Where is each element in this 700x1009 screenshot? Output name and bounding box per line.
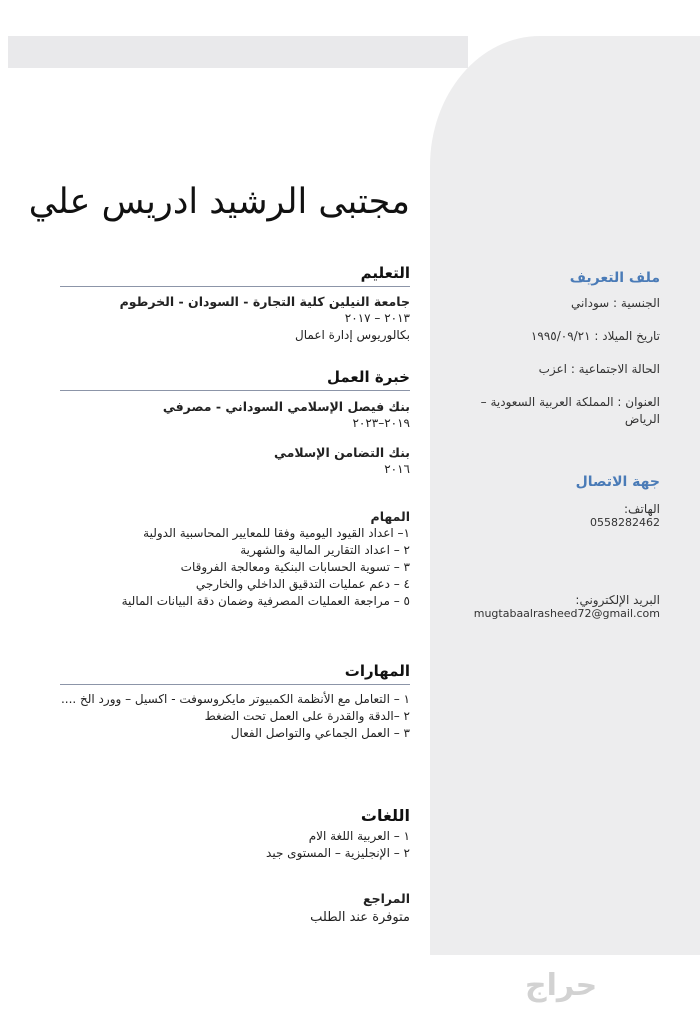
person-name: مجتبى الرشيد ادريس علي: [28, 182, 410, 222]
languages-title: اللغات: [360, 806, 410, 825]
job-years: ٢٠١٩–٢٠٢٣: [352, 416, 410, 430]
list-item: ١ – التعامل مع الأنظمة الكمبيوتر مايكروسوفت - اكسيل – وورد الخ ....: [60, 692, 410, 706]
list-item: ٣ – تسوية الحسابات البنكية ومعالجة الفروقات: [180, 560, 410, 574]
references-section: [60, 890, 410, 926]
skills-title: المهارات: [344, 662, 410, 680]
list-item: ٢ –الدقة والقدرة على العمل تحت الضغط: [204, 709, 410, 723]
phone-number: 0558282462: [590, 516, 660, 529]
references-title: المراجع: [363, 891, 410, 906]
phone-label: الهاتف:: [624, 502, 660, 516]
list-item: ٢ – اعداد التقارير المالية والشهرية: [240, 543, 410, 557]
references-text: متوفرة عند الطلب: [310, 910, 410, 925]
list-item: ١ – العربية اللغة الام: [308, 829, 410, 843]
job-years: ٢٠١٦: [384, 462, 410, 476]
list-item: ١– اعداد القيود اليومية وفقا للمعايير المحاسبية الدولية: [143, 526, 410, 540]
list-item: ٢ – الإنجليزية – المستوى جيد: [266, 846, 410, 860]
skills-list: [60, 691, 410, 742]
tasks-list: [60, 525, 410, 610]
profile-marital-status: الحالة الاجتماعية : اعزب: [538, 362, 660, 376]
experience-section: [60, 368, 410, 478]
profile-title: ملف التعريف: [569, 270, 660, 286]
education-school: جامعة النيلين كلية التجارة - السودان - الخرطوم: [119, 294, 410, 309]
header-band: [8, 36, 468, 68]
profile-section: [460, 270, 660, 428]
watermark-logo: حراج: [525, 968, 598, 1003]
skills-divider: [60, 684, 410, 685]
profile-birthdate: تاريخ الميلاد : ١٩٩٥/٠٩/٢١: [530, 329, 660, 343]
tasks-section: [60, 508, 410, 610]
experience-title: خبرة العمل: [326, 368, 410, 386]
education-section: [60, 264, 410, 344]
tasks-title: المهام: [370, 509, 410, 524]
languages-list: [60, 828, 410, 862]
education-title: التعليم: [360, 264, 410, 282]
list-item: ٤ – دعم عمليات التدقيق الداخلي والخارجي: [195, 577, 410, 591]
contact-title: جهة الاتصال: [575, 474, 660, 490]
job-company: بنك فيصل الإسلامي السوداني - مصرفي: [162, 399, 410, 414]
job-company: بنك التضامن الإسلامي: [274, 445, 410, 460]
education-divider: [60, 286, 410, 287]
profile-nationality: الجنسية : سوداني: [570, 296, 660, 310]
education-years: ٢٠١٣ – ٢٠١٧: [344, 311, 410, 325]
languages-section: [60, 806, 410, 862]
profile-address: العنوان : المملكة العربية السعودية – الرياض: [480, 395, 660, 426]
list-item: ٥ – مراجعة العمليات المصرفية وضمان دقة البيانات المالية: [121, 594, 410, 608]
contact-section: [460, 474, 660, 620]
skills-section: [60, 662, 410, 742]
email-label: البريد الإلكتروني:: [575, 593, 660, 607]
education-degree: بكالوريوس إدارة اعمال: [295, 328, 410, 342]
list-item: ٣ – العمل الجماعي والتواصل الفعال: [230, 726, 410, 740]
email-address: mugtabaalrasheed72@gmail.com: [473, 607, 660, 620]
experience-divider: [60, 390, 410, 391]
